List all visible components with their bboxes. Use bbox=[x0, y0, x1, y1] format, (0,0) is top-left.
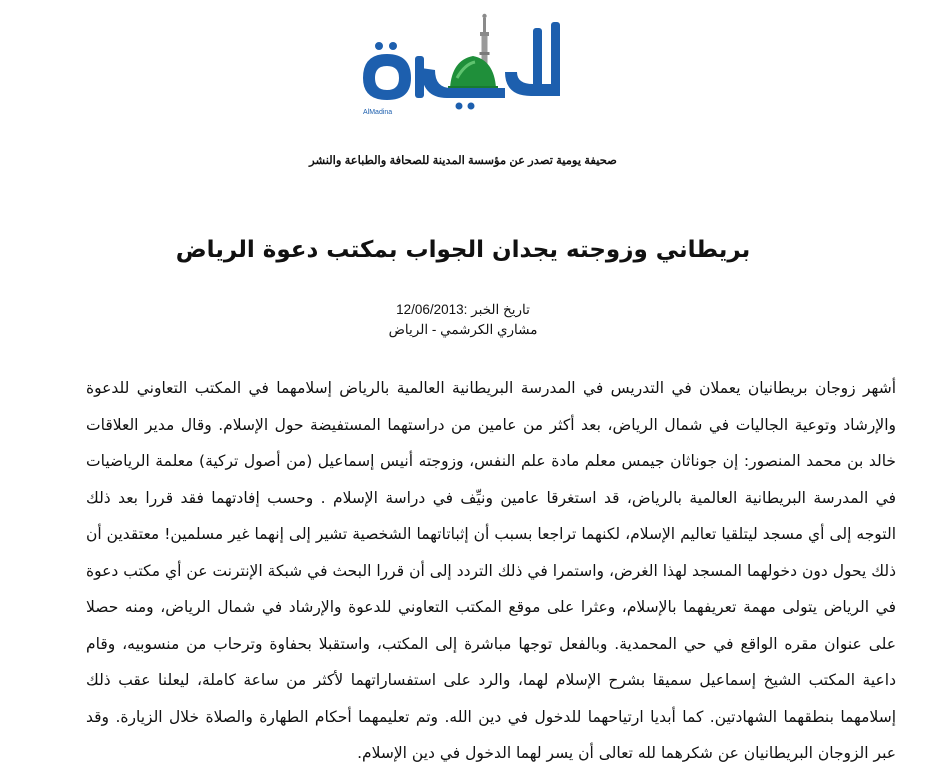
article-date-row bbox=[0, 300, 926, 320]
logo-sub-label: AlMadina bbox=[363, 109, 393, 116]
masthead bbox=[0, 0, 926, 135]
article-meta bbox=[0, 300, 926, 340]
article-headline: بريطاني وزوجته يجدان الجواب بمكتب دعوة الرياض bbox=[175, 237, 751, 263]
minaret-icon bbox=[480, 14, 490, 66]
date-value: 12/06/2013 bbox=[396, 302, 464, 317]
green-dome-icon bbox=[448, 56, 498, 91]
date-label: تاريخ الخبر : bbox=[463, 302, 530, 317]
newspaper-logo bbox=[355, 8, 570, 123]
masthead-tagline: صحيفة يومية تصدر عن مؤسسة المدينة للصحافة والطباعة والنشر bbox=[309, 155, 617, 167]
article-body: أشهر زوجان بريطانيان يعملان في التدريس في المدرسة البريطانية العالمية بالرياض إسلامهما في المكتب التعاوني للدعوة والإرشاد وتوعية الجاليات في شمال الرياض، بعد أكثر من عامين من دراستهما المستفيضة حول الإسلام. وقال مدير العلاقات خالد بن محمد المنصور: إن جوناثان جيمس معلم مادة علم النفس، وزوجته أنيس إسماعيل (من أصول تركية) معلمة الرياضيات في المدرسة البريطانية العالمية بالرياض، قد استغرقا عامين ونيِّف في دراسة الإسلام . وحسب إفادتهما فقد قررا بعد ذلك التوجه إلى أي مسجد ليتلقيا تعاليم الإسلام، لكنهما تراجعا بسبب أن إثباتاتهما الشخصية تشير إلى إنهما غير مسلمين! معتقدين أن ذلك يحول دون دخولهما المسجد لهذا الغرض، واستمرا في ذلك التردد إلى أن قررا البحث في شبكة الإنترنت عن أي مكتب دعوة في الرياض يتولى مهمة تعريفهما بالإسلام، وعثرا على موقع المكتب التعاوني للدعوة والإرشاد في شمال الرياض، ومنه حصلا على عنوان مقره الواقع في حي المحمدية. وبالفعل توجها مباشرة إلى المكتب، واستقبلا بحفاوة وترحاب من منسوبيه، وقام داعية المكتب الشيخ إسماعيل سميقا بشرح الإسلام لهما، والرد على استفساراتهما لأكثر من ساعة كاملة، ليعلنا عقب ذلك إسلامهما بنطقهما الشهادتين. كما أبديا ارتياحهما للدخول في دين الله. وتم تعليمهما أحكام الطهارة والصلاة خلال الزيارة. وقد عبر الزوجان البريطانيان عن شكرهما لله تعالى أن يسر لهما الدخول في دين الإسلام. bbox=[86, 379, 896, 762]
article-byline: مشاري الكرشمي - الرياض bbox=[388, 322, 538, 337]
